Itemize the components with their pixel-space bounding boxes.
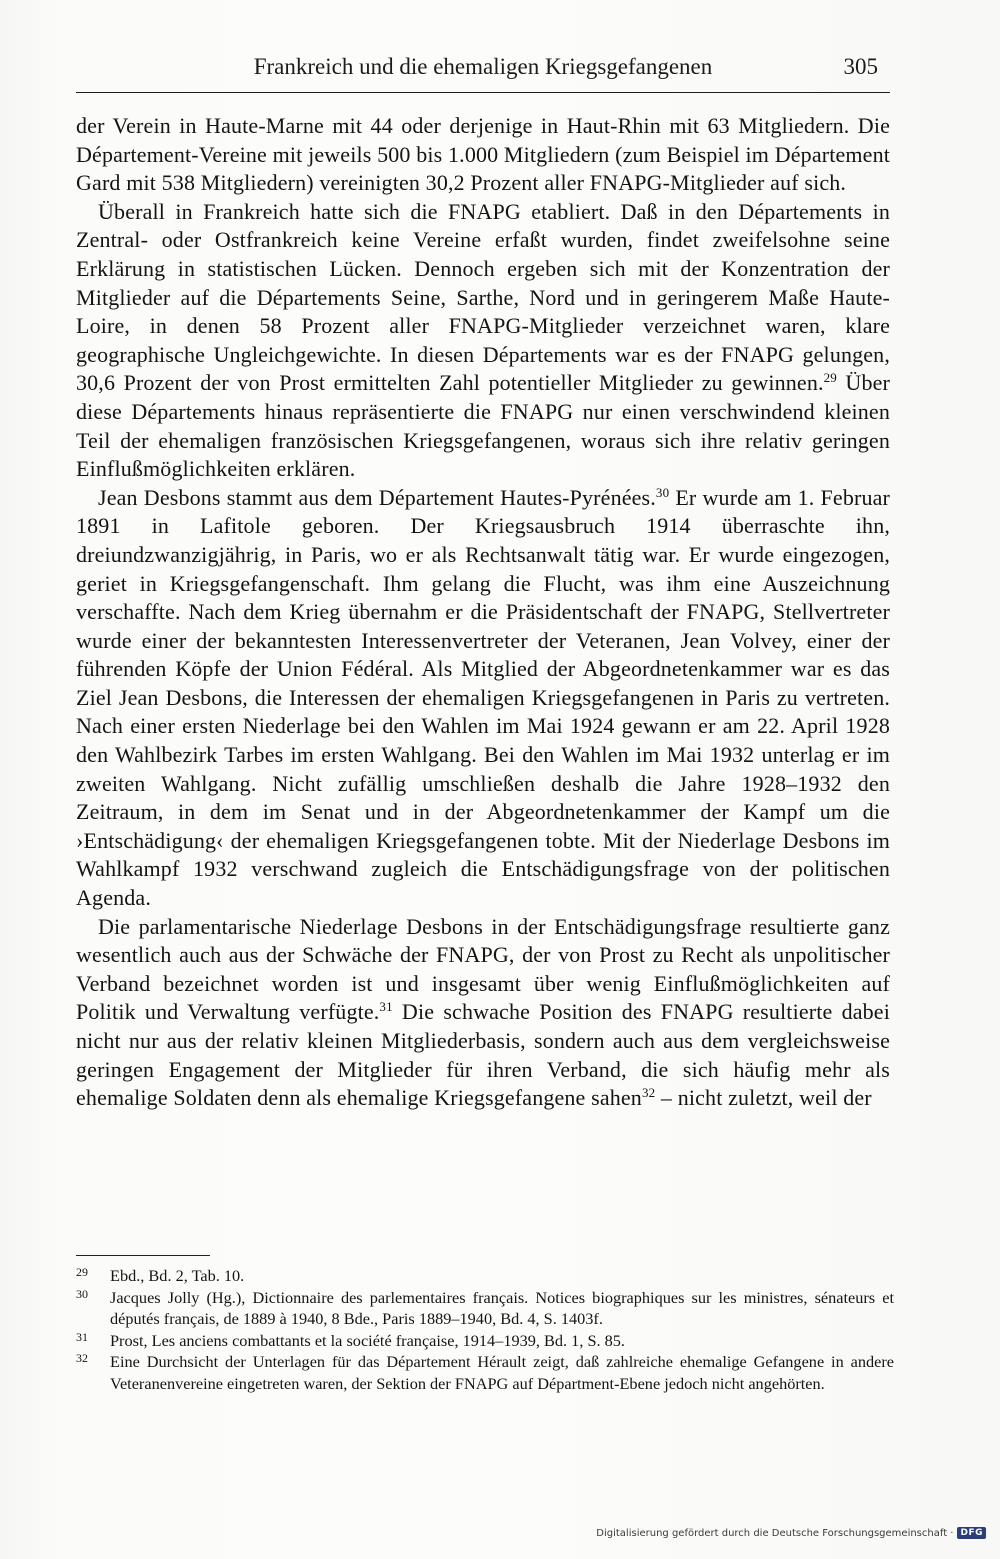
footnote-reference: 32 [641,1085,656,1101]
text-run: der Verein in Haute-Marne mit 44 oder derjenige in Haut-Rhin mit 63 Mitgliedern. Die Département-Vereine mit jeweils 500 bis 1.000 Mitgliedern (zum Beispiel im Département Gard mit 538 Mitgliedern) vereinigten 30,2 Prozent aller FNAPG-Mitglieder auf sich. [76,113,890,196]
footnote [76,1265,894,1287]
paragraph [76,484,890,913]
footnote-number: 32 [76,1351,88,1365]
footnote-number: 30 [76,1286,88,1301]
footnote-reference: 31 [379,999,393,1015]
dfg-logo: DFG [957,1527,986,1539]
running-title: Frankreich und die ehemaligen Kriegsgefangenen [253,54,713,79]
footnote-reference: 29 [823,370,837,386]
footnote-text: Ebd., Bd. 2, Tab. 10. [110,1266,245,1285]
footnote-text: Jacques Jolly (Hg.), Dictionnaire des parlementaires français. Notices biographiques sur les ministres, sénateurs et députés français, de 1889 à 1940, 8 Bde., Paris 1889–1940, Bd. 4, S. 1403f. [110,1287,894,1328]
footnote-number: 31 [76,1329,88,1344]
header-rule [76,92,890,93]
text-run: Jean Desbons stammt aus dem Département Hautes-Pyrénées. [98,484,656,510]
footnote-text: Eine Durchsicht der Unterlagen für das Département Hérault zeigt, daß zahlreiche ehemalige Gefangene in andere Veteranenvereine eingetreten waren, der Sektion der FNAPG auf Départment-Ebene jedoch nicht angehörten. [110,1352,894,1393]
running-header [76,54,890,94]
text-run: Die schwache Position des FNAPG resultierte dabei nicht nur aus der relativ kleinen Mitgliederbasis, sondern auch aus dem vergleichsweise geringen Engagement der Mitglieder für ihren Verband, die sich häufig mehr als ehemalige Soldaten denn als ehemalige Kriegsgefangene sahen [76,999,890,1111]
footnote [76,1330,894,1352]
paragraph [76,112,890,198]
footnote [76,1287,894,1330]
page-number: 305 [843,54,878,79]
text-run: Er wurde am 1. Februar 1891 in Lafitole geboren. Der Kriegsausbruch 1914 überraschte ihn, dreiundzwanzigjährig, in Paris, wo er als Rechtsanwalt tätig war. Er wurde eingezogen, geriet in Kriegsgefangenschaft. Ihm gelang die Flucht, was ihm eine Auszeichnung verschaffte. Nach dem Krieg übernahm er die Präsidentschaft der FNAPG, Stellvertreter wurde einer der bekanntesten Interessenvertreter der Veteranen, Jean Volvey, einer der führenden Köpfe der Union Fédéral. Als Mitglied der Abgeordnetenkammer war es das Ziel Jean Desbons, die Interessen der ehemaligen Kriegsgefangenen in Paris zu vertreten. Nach einer ersten Niederlage bei den Wahlen im Mai 1924 gewann er am 22. April 1928 den Wahlbezirk Tarbes im ersten Wahlgang. Bei den Wahlen im Mai 1932 unterlag er im zweiten Wahlgang. Nicht zufällig umschließen deshalb die Jahre 1928–1932 den Zeitraum, in dem im Senat und in der Abgeordnetenkammer der Kampf um die ›Entschädigung‹ der ehemaligen Kriegsgefangenen tobte. Mit der Niederlage Desbons im Wahlkampf 1932 verschwand zugleich die Entschädigungsfrage von der politischen Agenda. [76,484,890,911]
footnote-number: 29 [76,1265,88,1279]
paragraph [76,913,890,1113]
digitization-credit [596,1527,986,1539]
text-run: Über diese Départements hinaus repräsentierte die FNAPG nur einen verschwindend kleinen Teil der ehemaligen französischen Kriegsgefangenen, woraus sich ihre relativ geringen Einflußmöglichkeiten erklären. [76,370,890,482]
footnote-text: Prost, Les anciens combattants et la société française, 1914–1939, Bd. 1, S. 85. [110,1330,626,1350]
paragraph [76,198,890,484]
footnote [76,1351,894,1394]
footnote-reference: 30 [655,484,670,500]
text-run: Die parlamentarische Niederlage Desbons in der Entschädigungsfrage resultierte ganz wesentlich auch aus der Schwäche der FNAPG, der von Prost zu Recht als unpolitischer Verband bezeichnet worden ist und insgesamt über wenig Einflußmöglichkeiten auf Politik und Verwaltung verfügte. [76,913,890,1025]
text-run: Überall in Frankreich hatte sich die FNAPG etabliert. Daß in den Départements in Zentral- oder Ostfrankreich keine Vereine erfaßt wurden, findet zweifelsohne seine Erklärung in statistischen Lücken. Dennoch ergeben sich mit der Konzentration der Mitglieder auf die Départements Seine, Sarthe, Nord und in geringerem Maße Haute-Loire, in denen 58 Prozent aller FNAPG-Mitglieder verzeichnet waren, klare geographische Ungleichgewichte. In diesen Départements war es der FNAPG gelungen, 30,6 Prozent der von Prost ermittelten Zahl potentieller Mitglieder zu gewinnen. [76,198,890,396]
footnote-rule [76,1255,210,1256]
credit-text: Digitalisierung gefördert durch die Deutsche Forschungsgemeinschaft · [596,1527,954,1539]
body-text [76,112,890,1113]
footnotes [76,1265,894,1394]
text-run: – nicht zuletzt, weil der [655,1085,872,1111]
